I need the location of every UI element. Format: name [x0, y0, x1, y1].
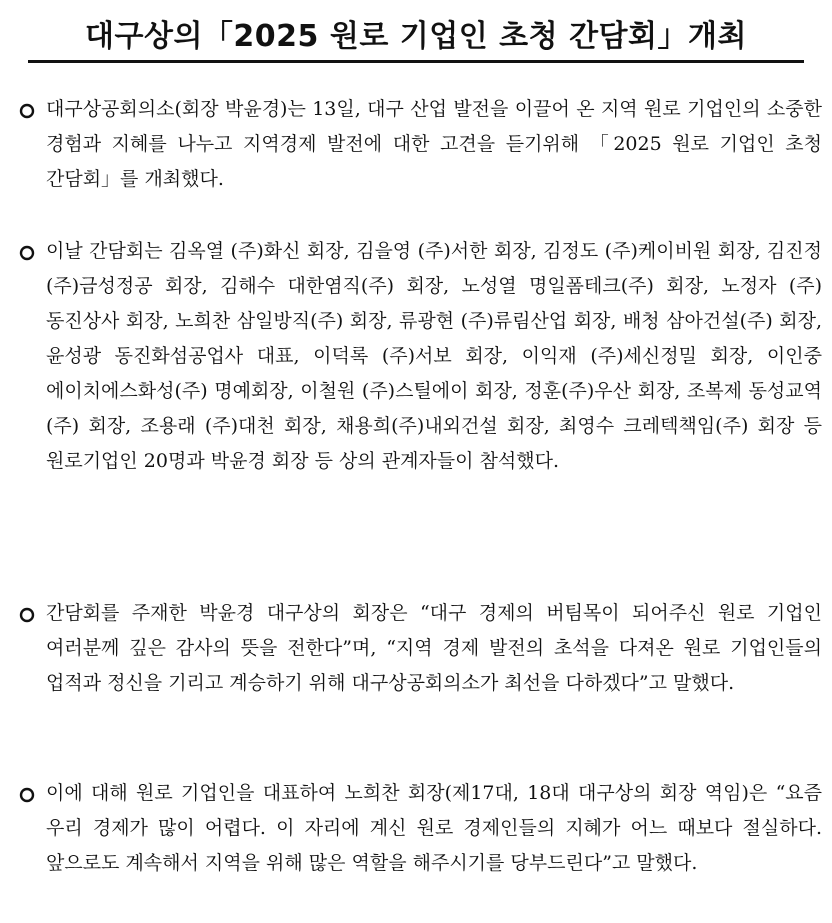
paragraph-1 [16, 92, 822, 197]
paragraph-2 [16, 234, 822, 479]
paragraph-text: 대구상공회의소(회장 박윤경)는 13일, 대구 산업 발전을 이끌어 온 지역 원로 기업인의 소중한 경험과 지혜를 나누고 지역경제 발전에 대한 고견을 듣기위해 「2025 원로 기업인 초청 간담회」를 개최했다. [46, 98, 822, 190]
paragraph-3 [16, 596, 822, 701]
hollow-circle-bullet-icon [16, 784, 38, 806]
hollow-circle-bullet-icon [16, 242, 38, 264]
title-bar [28, 6, 804, 63]
hollow-circle-bullet-icon [16, 604, 38, 626]
page-title: 대구상의「2025 원로 기업인 초청 간담회」개최 [85, 19, 747, 54]
paragraph-text: 간담회를 주재한 박윤경 대구상의 회장은 “대구 경제의 버팀목이 되어주신 원로 기업인 여러분께 깊은 감사의 뜻을 전한다”며, “지역 경제 발전의 초석을 다져온 원로 기업인들의 업적과 정신을 기리고 계승하기 위해 대구상공회의소가 최선을 다하겠다”고 말했다. [46, 602, 822, 694]
hollow-circle-bullet-icon [16, 100, 38, 122]
paragraph-4 [16, 776, 822, 881]
paragraph-text: 이에 대해 원로 기업인을 대표하여 노희찬 회장(제17대, 18대 대구상의 회장 역임)은 “요즘 우리 경제가 많이 어렵다. 이 자리에 계신 원로 경제인들의 지혜가 어느 때보다 절실하다. 앞으로도 계속해서 지역을 위해 많은 역할을 해주시기를 당부드린다”고 말했다. [46, 782, 822, 874]
paragraph-text: 이날 간담회는 김옥열 (주)화신 회장, 김을영 (주)서한 회장, 김정도 (주)케이비원 회장, 김진정 (주)금성정공 회장, 김해수 대한염직(주) 회장, 노성열 명일폼테크(주) 회장, 노정자 (주)동진상사 회장, 노희찬 삼일방직(주) 회장, 류광현 (주)류림산업 회장, 배청 삼아건설(주) 회장, 윤성광 동진화섬공업사 대표, 이덕록 (주)서보 회장, 이익재 (주)세신정밀 회장, 이인중 에이치에스화성(주) 명예회장, 이철원 (주)스틸에이 회장, 정훈(주)우산 회장, 조복제 동성교역(주) 회장, 조용래 (주)대천 회장, 채용희(주)내외건설 회장, 최영수 크레텍책임(주) 회장 등 원로기업인 20명과 박윤경 회장 등 상의 관계자들이 참석했다. [46, 240, 822, 472]
